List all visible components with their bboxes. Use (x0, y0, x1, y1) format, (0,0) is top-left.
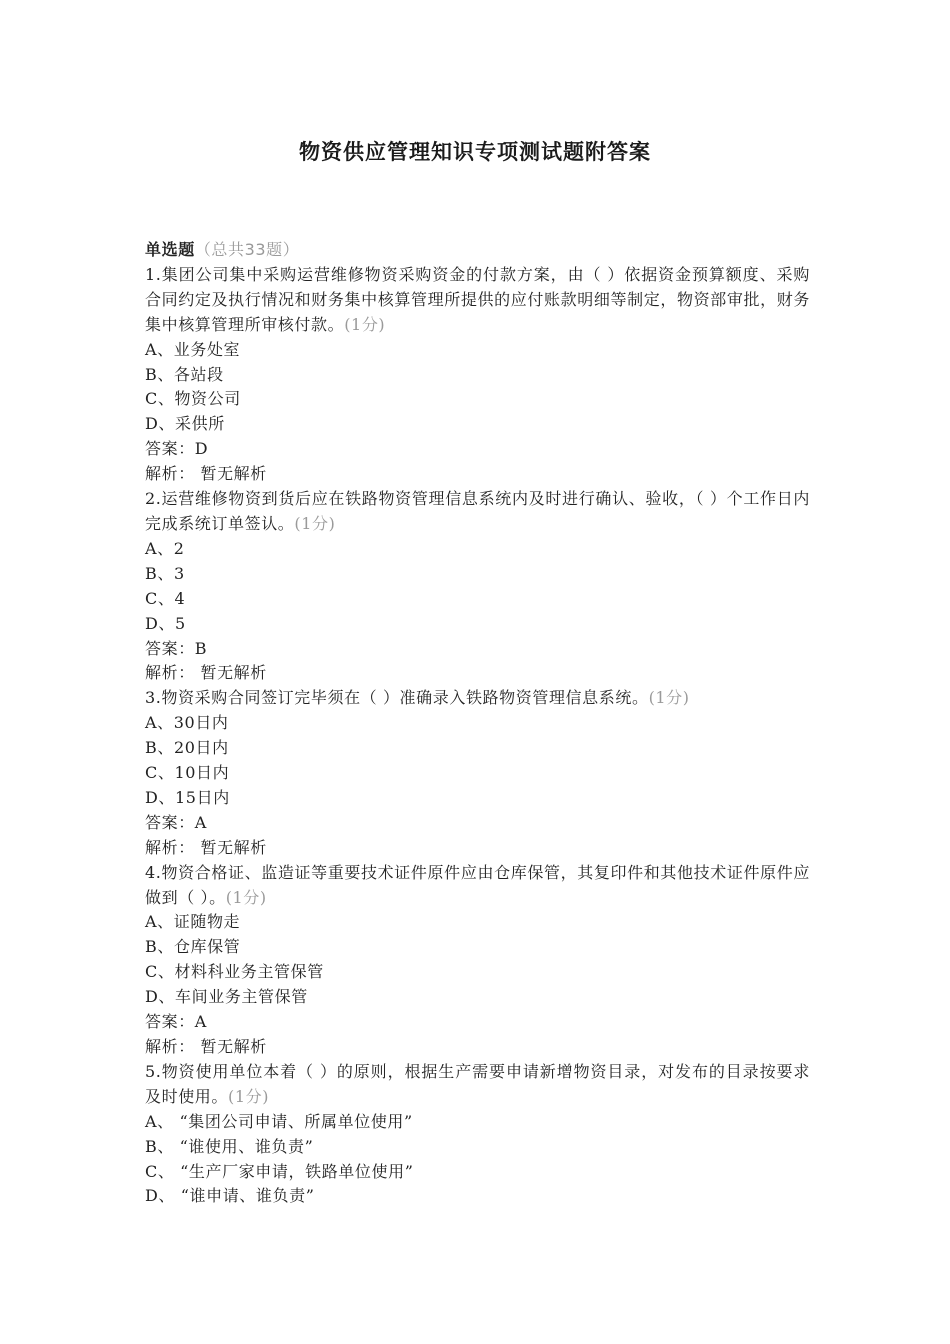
option-a: A、 “集团公司申请、所属单位使用” (145, 1111, 413, 1131)
option-c: C、 “生产厂家申请，铁路单位使用” (145, 1161, 414, 1181)
option-a: A、证随物走 (145, 912, 241, 932)
question-block (145, 1060, 810, 1209)
question-block (145, 861, 810, 1060)
section-label: 单选题 (145, 240, 195, 259)
option-a: A、2 (145, 538, 185, 558)
option-c: C、10日内 (145, 763, 230, 783)
option-c: C、物资公司 (145, 389, 241, 409)
question-block (145, 487, 810, 686)
option-d: D、采供所 (145, 414, 225, 434)
option-b: B、20日内 (145, 738, 229, 758)
option-d: D、5 (145, 613, 186, 633)
question-block (145, 686, 810, 860)
analysis: 解析： 暂无解析 (145, 1037, 267, 1056)
option-d: D、车间业务主管保管 (145, 987, 308, 1007)
option-d: D、 “谁申请、谁负责” (145, 1186, 315, 1206)
answer: 答案：A (145, 1012, 207, 1032)
analysis: 解析： 暂无解析 (145, 837, 267, 857)
question-score: (1分) (648, 688, 690, 708)
question-block (145, 263, 810, 487)
answer: 答案：D (145, 439, 209, 459)
question-score: (1分) (225, 887, 267, 907)
question-list (145, 238, 810, 1209)
option-b: B、仓库保管 (145, 937, 241, 957)
question-text: 5.物资使用单位本着（ ）的原则，根据生产需要申请新增物资目录，对发布的目录按要求及时使用。(1分) (145, 1061, 810, 1106)
question-score: (1分) (228, 1086, 270, 1106)
question-text: 2.运营维修物资到货后应在铁路物资管理信息系统内及时进行确认、验收，（ ）个工作日内完成系统订单签认。(1分) (145, 489, 810, 533)
analysis: 解析： 暂无解析 (145, 464, 267, 484)
document-title: 物资供应管理知识专项测试题附答案 (299, 140, 651, 164)
question-score: (1分) (344, 314, 386, 334)
option-c: C、材料科业务主管保管 (145, 962, 324, 982)
option-d: D、15日内 (145, 787, 230, 807)
option-b: B、3 (145, 563, 185, 583)
option-a: A、30日内 (145, 713, 229, 733)
question-text: 3.物资采购合同签订完毕须在（ ）准确录入铁路物资管理信息系统。(1分) (145, 688, 690, 708)
option-a: A、业务处室 (145, 339, 241, 359)
section-header (145, 238, 810, 263)
section-count: （总共33题） (194, 240, 300, 259)
question-text: 4.物资合格证、监造证等重要技术证件原件应由仓库保管，其复印件和其他技术证件原件应做到（ ）。(1分) (145, 862, 810, 907)
answer: 答案：B (145, 638, 208, 658)
option-b: B、 “谁使用、谁负责” (145, 1136, 314, 1156)
answer: 答案：A (145, 812, 207, 832)
question-score: (1分) (294, 513, 336, 533)
option-b: B、各站段 (145, 364, 224, 384)
analysis: 解析： 暂无解析 (145, 663, 267, 683)
question-text: 1.集团公司集中采购运营维修物资采购资金的付款方案，由（ ）依据资金预算额度、采购合同约定及执行情况和财务集中核算管理所提供的应付账款明细等制定，物资部审批，财务集中核算管理所审核付款。(1分) (145, 264, 810, 334)
option-c: C、4 (145, 588, 186, 608)
